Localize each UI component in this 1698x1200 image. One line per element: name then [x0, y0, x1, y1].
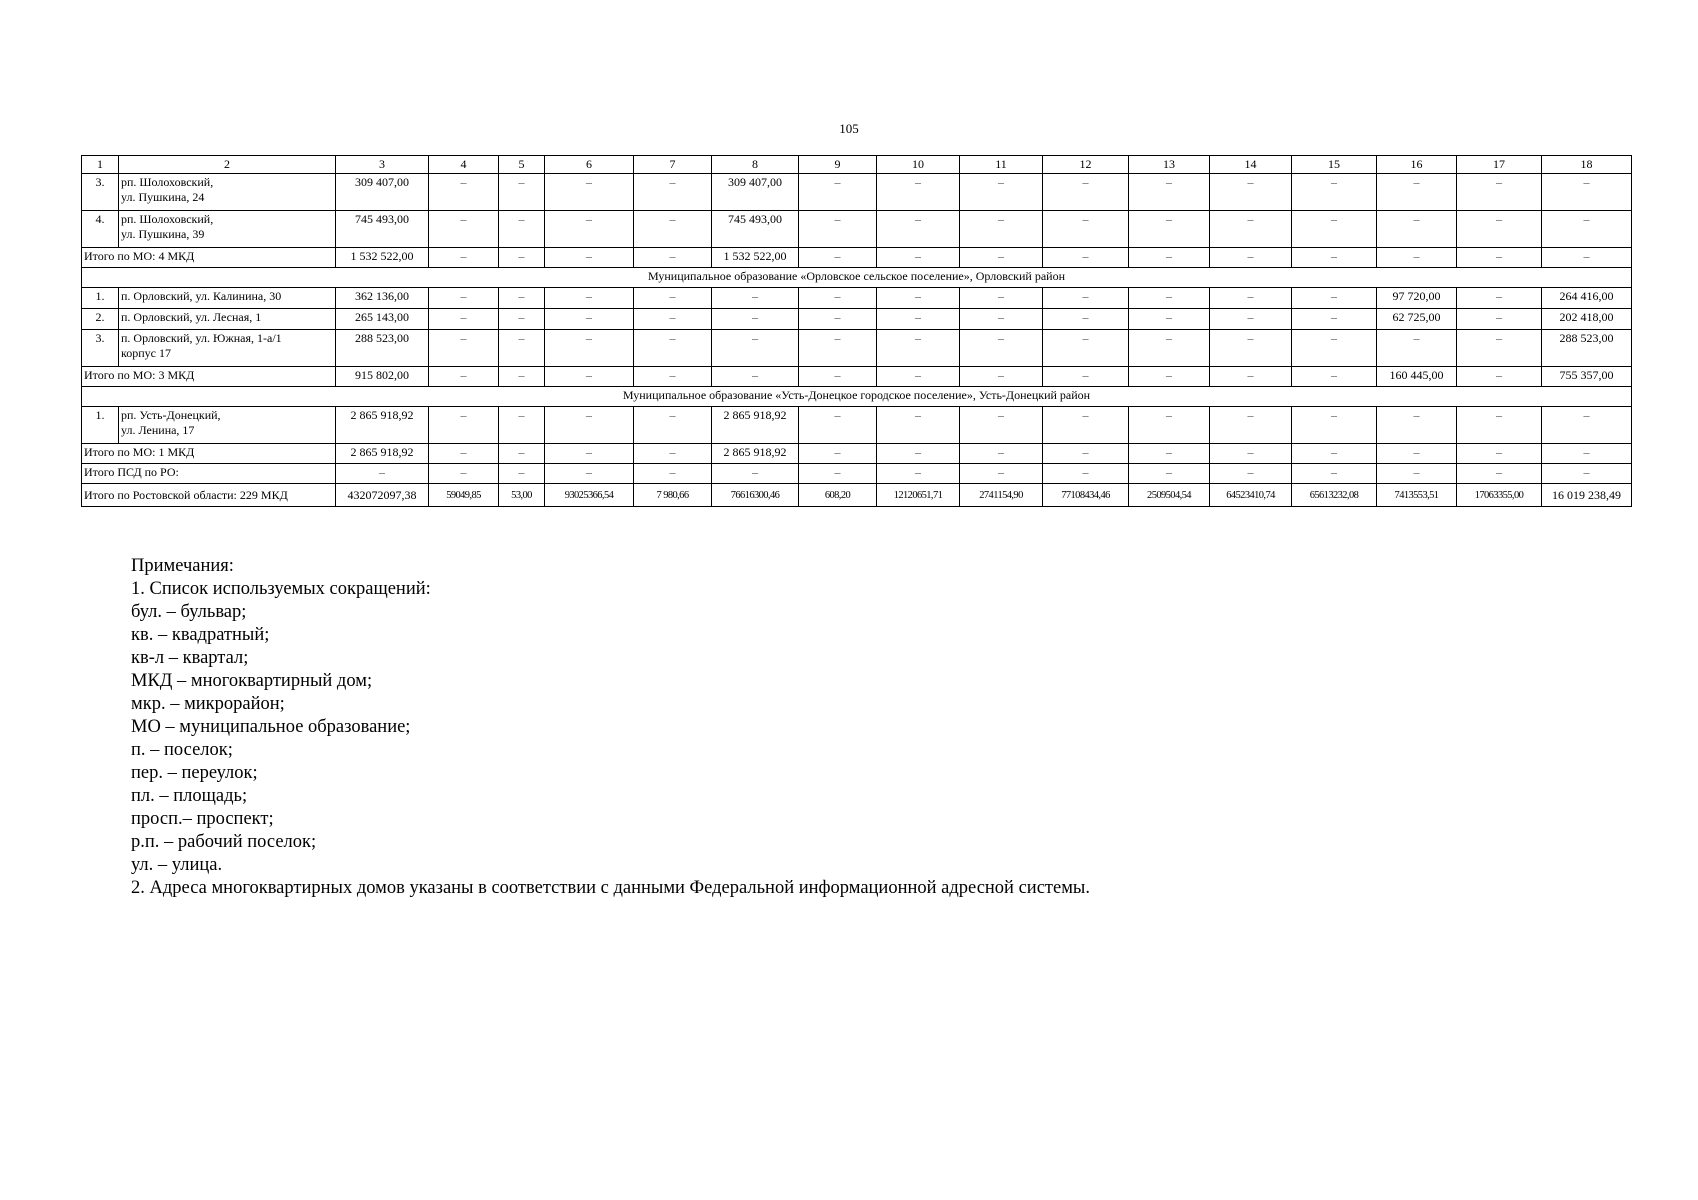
value-cell: – [1377, 211, 1457, 248]
table-row [82, 309, 1632, 330]
value-cell: – [1210, 330, 1292, 367]
value-cell: – [799, 407, 877, 444]
value-cell: – [799, 174, 877, 211]
total-cell: – [877, 444, 960, 464]
value-cell: – [429, 288, 499, 309]
value-cell: – [634, 288, 712, 309]
total-cell: – [1292, 444, 1377, 464]
value-cell: – [1129, 288, 1210, 309]
value-cell: – [1457, 174, 1542, 211]
value-cell: – [960, 288, 1043, 309]
value-cell: – [877, 174, 960, 211]
total-label: Итого по МО: 4 МКД [82, 248, 336, 268]
total-cell: – [634, 444, 712, 464]
value-cell: – [799, 211, 877, 248]
total-cell: 915 802,00 [336, 367, 429, 387]
total-cell: – [877, 464, 960, 484]
value-cell: – [545, 309, 634, 330]
total-cell: 12120651,71 [877, 484, 960, 507]
total-row [82, 367, 1632, 387]
value-cell: – [545, 211, 634, 248]
page-number: 105 [839, 121, 859, 136]
value-cell: – [634, 174, 712, 211]
value-cell: – [429, 211, 499, 248]
value-cell: – [429, 174, 499, 211]
column-number: 6 [545, 156, 634, 174]
total-cell: – [960, 367, 1043, 387]
row-index: 3. [82, 330, 119, 367]
address-cell: п. Орловский, ул. Южная, 1-а/1 корпус 17 [119, 330, 336, 367]
value-cell: – [1043, 288, 1129, 309]
total-cell: 160 445,00 [1377, 367, 1457, 387]
total-cell: – [1129, 444, 1210, 464]
total-cell: – [1129, 367, 1210, 387]
value-cell: – [960, 330, 1043, 367]
total-cell: 65613232,08 [1292, 484, 1377, 507]
row-index: 2. [82, 309, 119, 330]
value-cell: – [1542, 407, 1632, 444]
column-number: 8 [712, 156, 799, 174]
row-index: 4. [82, 211, 119, 248]
note-line: ул. – улица. [131, 855, 223, 875]
value-cell: 2 865 918,92 [712, 407, 799, 444]
value-cell: – [1043, 211, 1129, 248]
value-cell: – [1292, 309, 1377, 330]
value-cell: – [1457, 211, 1542, 248]
note-line: МКД – многоквартирный дом; [131, 671, 373, 691]
total-cell: – [1457, 444, 1542, 464]
total-cell: – [499, 248, 545, 268]
total-cell: 17063355,00 [1457, 484, 1542, 507]
total-cell: – [545, 464, 634, 484]
row-index: 3. [82, 174, 119, 211]
value-cell: – [799, 330, 877, 367]
value-cell: – [1129, 211, 1210, 248]
value-cell: – [1043, 309, 1129, 330]
column-number: 2 [119, 156, 336, 174]
value-cell: 309 407,00 [336, 174, 429, 211]
note-line: кв-л – квартал; [131, 648, 249, 668]
total-cell: 7 980,66 [634, 484, 712, 507]
total-cell: – [1043, 248, 1129, 268]
value-cell: – [1210, 407, 1292, 444]
value-cell: – [499, 174, 545, 211]
value-cell: – [1292, 174, 1377, 211]
total-cell: – [1377, 464, 1457, 484]
address-cell: п. Орловский, ул. Лесная, 1 [119, 309, 336, 330]
value-cell: – [1542, 211, 1632, 248]
value-cell: – [499, 330, 545, 367]
total-cell: 2 865 918,92 [712, 444, 799, 464]
value-cell: – [499, 211, 545, 248]
address-cell: рп. Шолоховский, ул. Пушкина, 24 [119, 174, 336, 211]
total-cell: 59049,85 [429, 484, 499, 507]
total-cell: – [1377, 248, 1457, 268]
value-cell: – [1377, 330, 1457, 367]
value-cell: – [499, 309, 545, 330]
column-number: 3 [336, 156, 429, 174]
total-cell: – [1043, 444, 1129, 464]
value-cell: – [1542, 174, 1632, 211]
total-cell: – [1457, 464, 1542, 484]
total-cell: – [1129, 248, 1210, 268]
address-cell: рп. Шолоховский, ул. Пушкина, 39 [119, 211, 336, 248]
value-cell: – [1043, 330, 1129, 367]
value-cell: 265 143,00 [336, 309, 429, 330]
value-cell: – [429, 330, 499, 367]
value-cell: – [1210, 211, 1292, 248]
total-cell: 608,20 [799, 484, 877, 507]
table-row [82, 211, 1632, 248]
value-cell: – [799, 288, 877, 309]
total-cell: 432072097,38 [336, 484, 429, 507]
value-cell: – [545, 407, 634, 444]
value-cell: – [1129, 330, 1210, 367]
value-cell: – [960, 211, 1043, 248]
total-label: Итого по Ростовской области: 229 МКД [82, 484, 336, 507]
total-cell: – [877, 248, 960, 268]
total-cell: 7413553,51 [1377, 484, 1457, 507]
total-cell: – [1210, 248, 1292, 268]
value-cell: – [1129, 174, 1210, 211]
value-cell: – [1210, 288, 1292, 309]
value-cell: – [1129, 407, 1210, 444]
value-cell: 2 865 918,92 [336, 407, 429, 444]
value-cell: 362 136,00 [336, 288, 429, 309]
notes [131, 555, 1090, 900]
value-cell: – [712, 288, 799, 309]
value-cell: – [634, 309, 712, 330]
total-cell: – [1457, 248, 1542, 268]
column-number: 14 [1210, 156, 1292, 174]
total-cell: – [799, 464, 877, 484]
total-cell: – [1129, 464, 1210, 484]
total-cell: – [1210, 367, 1292, 387]
value-cell: 264 416,00 [1542, 288, 1632, 309]
value-cell: – [1210, 309, 1292, 330]
table-header-row [82, 156, 1632, 174]
total-cell: 76616300,46 [712, 484, 799, 507]
total-cell: – [799, 248, 877, 268]
note-line: МО – муниципальное образование; [131, 717, 411, 737]
column-number: 7 [634, 156, 712, 174]
total-label: Итого по МО: 3 МКД [82, 367, 336, 387]
column-number: 4 [429, 156, 499, 174]
column-number: 10 [877, 156, 960, 174]
total-cell: – [634, 248, 712, 268]
total-cell: 2741154,90 [960, 484, 1043, 507]
value-cell: – [1457, 309, 1542, 330]
notes-title: Примечания: [131, 556, 234, 576]
total-cell: 2 865 918,92 [336, 444, 429, 464]
note-line: п. – поселок; [131, 740, 233, 760]
value-cell: – [877, 288, 960, 309]
value-cell: – [545, 174, 634, 211]
total-cell: – [1542, 464, 1632, 484]
grand-total-row [82, 484, 1632, 507]
total-cell: – [877, 367, 960, 387]
note-line: р.п. – рабочий поселок; [131, 832, 317, 852]
table-row [82, 288, 1632, 309]
value-cell: – [877, 407, 960, 444]
value-cell: 288 523,00 [336, 330, 429, 367]
value-cell: – [799, 309, 877, 330]
total-cell: 755 357,00 [1542, 367, 1632, 387]
total-cell: – [960, 444, 1043, 464]
value-cell: 62 725,00 [1377, 309, 1457, 330]
value-cell: – [960, 309, 1043, 330]
value-cell: – [499, 288, 545, 309]
value-cell: – [1377, 407, 1457, 444]
total-cell: 53,00 [499, 484, 545, 507]
section-title: Муниципальное образование «Орловское сельское поселение», Орловский район [82, 268, 1632, 288]
total-cell: – [429, 464, 499, 484]
total-cell: 2509504,54 [1129, 484, 1210, 507]
value-cell: – [712, 330, 799, 367]
total-cell: – [1457, 367, 1542, 387]
value-cell: – [1129, 309, 1210, 330]
total-row [82, 444, 1632, 464]
value-cell: – [1292, 211, 1377, 248]
value-cell: – [545, 330, 634, 367]
column-number: 16 [1377, 156, 1457, 174]
total-cell: – [634, 464, 712, 484]
value-cell: – [712, 309, 799, 330]
total-cell: – [429, 367, 499, 387]
note-line: пер. – переулок; [131, 763, 258, 783]
value-cell: – [1457, 330, 1542, 367]
total-cell: 1 532 522,00 [712, 248, 799, 268]
total-cell: – [799, 444, 877, 464]
data-table [81, 155, 1632, 507]
total-row [82, 248, 1632, 268]
total-row [82, 464, 1632, 484]
value-cell: – [545, 288, 634, 309]
column-number: 15 [1292, 156, 1377, 174]
value-cell: – [960, 407, 1043, 444]
total-cell: – [429, 248, 499, 268]
value-cell: 745 493,00 [712, 211, 799, 248]
total-label: Итого по МО: 1 МКД [82, 444, 336, 464]
note-line: кв. – квадратный; [131, 625, 270, 645]
value-cell: – [1377, 174, 1457, 211]
total-cell: – [1292, 248, 1377, 268]
column-number: 13 [1129, 156, 1210, 174]
value-cell: 745 493,00 [336, 211, 429, 248]
value-cell: – [1043, 407, 1129, 444]
value-cell: – [634, 330, 712, 367]
column-number: 11 [960, 156, 1043, 174]
value-cell: – [1457, 288, 1542, 309]
value-cell: – [634, 211, 712, 248]
total-cell: – [1210, 464, 1292, 484]
value-cell: 309 407,00 [712, 174, 799, 211]
total-cell: – [1292, 464, 1377, 484]
column-number: 18 [1542, 156, 1632, 174]
value-cell: 202 418,00 [1542, 309, 1632, 330]
table-row [82, 407, 1632, 444]
note-line: мкр. – микрорайон; [131, 694, 285, 714]
total-cell: – [429, 444, 499, 464]
total-cell: – [545, 248, 634, 268]
section-row [82, 387, 1632, 407]
total-cell: – [712, 464, 799, 484]
value-cell: – [877, 330, 960, 367]
total-cell: 16 019 238,49 [1542, 484, 1632, 507]
total-cell: – [634, 367, 712, 387]
total-cell: – [1377, 444, 1457, 464]
value-cell: – [1210, 174, 1292, 211]
total-cell: – [1210, 444, 1292, 464]
total-cell: – [545, 367, 634, 387]
value-cell: – [960, 174, 1043, 211]
row-index: 1. [82, 288, 119, 309]
total-cell: 93025366,54 [545, 484, 634, 507]
total-cell: – [799, 367, 877, 387]
total-cell: – [499, 444, 545, 464]
total-cell: – [499, 367, 545, 387]
address-cell: рп. Усть-Донецкий, ул. Ленина, 17 [119, 407, 336, 444]
column-number: 5 [499, 156, 545, 174]
value-cell: – [1043, 174, 1129, 211]
section-title: Муниципальное образование «Усть-Донецкое городское поселение», Усть-Донецкий район [82, 387, 1632, 407]
value-cell: – [1292, 288, 1377, 309]
value-cell: – [877, 309, 960, 330]
total-cell: – [1043, 464, 1129, 484]
value-cell: – [1292, 330, 1377, 367]
total-cell: – [499, 464, 545, 484]
value-cell: – [499, 407, 545, 444]
value-cell: 288 523,00 [1542, 330, 1632, 367]
section-row [82, 268, 1632, 288]
notes-list [131, 578, 1090, 900]
address-cell: п. Орловский, ул. Калинина, 30 [119, 288, 336, 309]
note-line: пл. – площадь; [131, 786, 248, 806]
value-cell: – [634, 407, 712, 444]
value-cell: – [1292, 407, 1377, 444]
total-cell: 64523410,74 [1210, 484, 1292, 507]
note-line: 1. Список используемых сокращений: [131, 579, 431, 599]
value-cell: – [429, 407, 499, 444]
total-cell: – [1542, 444, 1632, 464]
total-cell: – [960, 464, 1043, 484]
total-cell: – [336, 464, 429, 484]
total-cell: – [1542, 248, 1632, 268]
column-number: 17 [1457, 156, 1542, 174]
note-line: 2. Адреса многоквартирных домов указаны в соответствии с данными Федеральной информационной адресной системы. [131, 878, 1090, 898]
total-cell: 1 532 522,00 [336, 248, 429, 268]
note-line: бул. – бульвар; [131, 602, 247, 622]
total-cell: – [545, 444, 634, 464]
row-index: 1. [82, 407, 119, 444]
note-line: просп.– проспект; [131, 809, 274, 829]
total-cell: 77108434,46 [1043, 484, 1129, 507]
value-cell: 97 720,00 [1377, 288, 1457, 309]
column-number: 1 [82, 156, 119, 174]
column-number: 9 [799, 156, 877, 174]
column-number: 12 [1043, 156, 1129, 174]
total-label: Итого ПСД по РО: [82, 464, 336, 484]
table-row [82, 174, 1632, 211]
total-cell: – [712, 367, 799, 387]
total-cell: – [960, 248, 1043, 268]
value-cell: – [1457, 407, 1542, 444]
value-cell: – [429, 309, 499, 330]
table-row [82, 330, 1632, 367]
total-cell: – [1043, 367, 1129, 387]
value-cell: – [877, 211, 960, 248]
total-cell: – [1292, 367, 1377, 387]
